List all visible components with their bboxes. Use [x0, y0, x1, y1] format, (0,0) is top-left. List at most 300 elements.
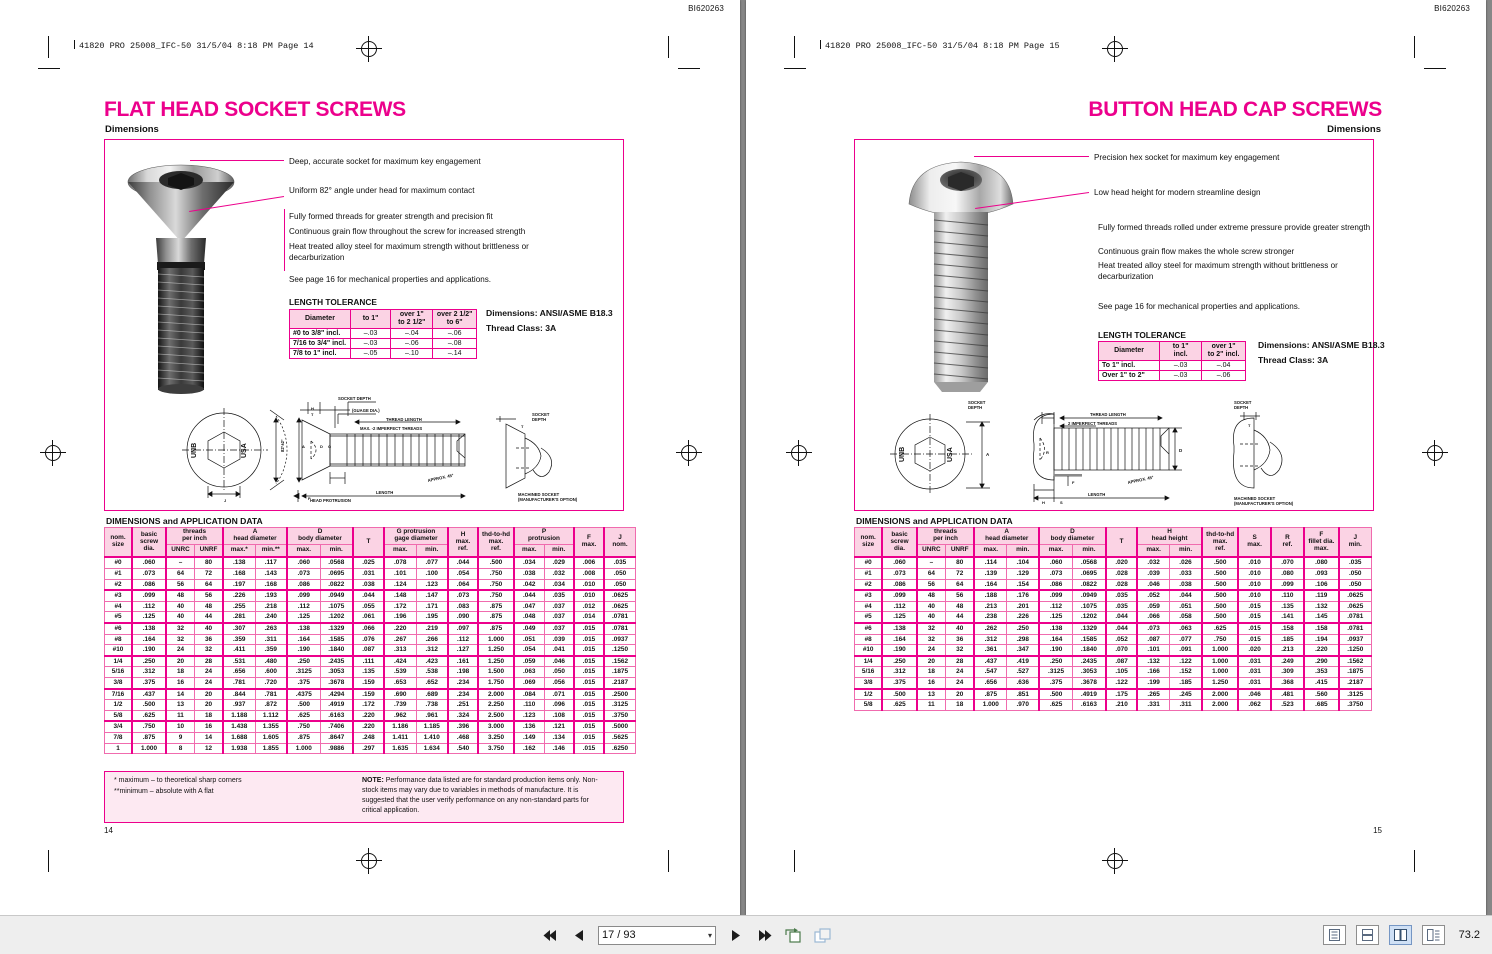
table-cell: .2435: [320, 656, 353, 667]
table-cell: .297: [353, 743, 384, 754]
table-cell: .851: [1007, 689, 1039, 700]
table-cell: .112: [132, 601, 166, 612]
svg-text:T: T: [521, 424, 524, 429]
lt-cell-r: –.06: [1202, 371, 1246, 381]
previous-page-button[interactable]: [569, 925, 589, 945]
table-group-header: threads per inch: [166, 528, 223, 545]
table-cell: 64: [917, 569, 946, 580]
table-header-group-row: [105, 528, 636, 545]
svg-text:H: H: [311, 406, 314, 411]
drawing-label-socket-depth-r2: DEPTH: [968, 405, 983, 410]
next-page-button[interactable]: [725, 925, 745, 945]
table-group-header: T: [1106, 528, 1137, 558]
table-cell: .0695: [1072, 569, 1105, 580]
table-cell: #3: [855, 590, 883, 601]
table-cell: .015: [574, 677, 604, 688]
table-cell: .195: [416, 612, 448, 623]
length-tolerance-table-left: [289, 309, 477, 359]
table-cell: .015: [574, 700, 604, 711]
table-cell: 1.411: [384, 732, 416, 743]
table-cell: #8: [105, 634, 133, 645]
table-row: [855, 677, 1372, 688]
table-cell: .0822: [1072, 579, 1105, 590]
svg-text:H: H: [1042, 500, 1045, 505]
table-cell: 1.688: [223, 732, 255, 743]
table-cell: 44: [195, 612, 224, 623]
table-cell: 80: [195, 557, 224, 568]
feature-text-2: Continuous grain flow throughout the screw for increased strength: [289, 227, 526, 236]
table-cell: .500: [132, 700, 166, 711]
table-cell: .080: [1271, 569, 1304, 580]
table-cell: .656: [223, 667, 255, 678]
table-row: [105, 579, 636, 590]
table-cell: 1.605: [255, 732, 287, 743]
table-cell: 2.000: [1202, 689, 1238, 700]
table-cell: .523: [1271, 700, 1304, 711]
table-cell: .1840: [1072, 645, 1105, 656]
table-cell: .250: [132, 656, 166, 667]
table-cell: .625: [1202, 623, 1238, 634]
footnote-line-1: * maximum – to theoretical sharp corners: [114, 777, 242, 784]
table-cell: .234: [448, 689, 478, 700]
table-cell: .0822: [320, 579, 353, 590]
table-cell: .6250: [604, 743, 636, 754]
table-cell: .060: [882, 557, 916, 568]
table-cell: .625: [287, 710, 320, 721]
drawing-label-length: LENGTH: [376, 490, 394, 495]
table-cell: 24: [195, 667, 224, 678]
table-cell: .190: [882, 645, 916, 656]
feature-text-5: Continuous grain flow makes the whole screw stronger: [1098, 247, 1295, 256]
table-cell: .063: [1170, 623, 1202, 634]
table-cell: .312: [974, 634, 1006, 645]
table-cell: .8647: [320, 732, 353, 743]
table-cell: .220: [1304, 645, 1338, 656]
table-cell: 28: [195, 656, 224, 667]
table-cell: 2.000: [478, 689, 514, 700]
table-cell: .076: [353, 634, 384, 645]
table-cell: .010: [1238, 579, 1270, 590]
table-cell: .0937: [604, 634, 636, 645]
continuous-view-button[interactable]: [1356, 925, 1379, 945]
table-cell: .015: [574, 667, 604, 678]
table-cell: .720: [255, 677, 287, 688]
doc-code-left: BI620263: [688, 4, 724, 13]
table-cell: .014: [574, 612, 604, 623]
table-group-header: thd-to-hd max. ref.: [478, 528, 514, 558]
doc-code-right: BI620263: [1434, 4, 1470, 13]
table-cell: 5/8: [105, 710, 133, 721]
table-cell: .0625: [1339, 590, 1372, 601]
table-cell: .086: [882, 579, 916, 590]
table-cell: .538: [416, 667, 448, 678]
table-cell: .123: [416, 579, 448, 590]
table-cell: .281: [223, 612, 255, 623]
table-cell: 40: [166, 601, 195, 612]
table-row: [855, 700, 1372, 711]
table-cell: .353: [1304, 667, 1338, 678]
lt-cell: –.03: [350, 329, 390, 339]
table-sub-header: min.: [1072, 544, 1105, 557]
table-cell: .099: [1039, 590, 1072, 601]
table-cell: .087: [1137, 634, 1169, 645]
table-cell: .152: [1170, 667, 1202, 678]
table-cell: .1329: [1072, 623, 1105, 634]
spec-dimensions-left: Dimensions: ANSI/ASME B18.3: [486, 308, 613, 318]
table-cell: .0781: [1339, 612, 1372, 623]
spec-dimensions-right: Dimensions: ANSI/ASME B18.3: [1258, 340, 1385, 350]
table-cell: .037: [544, 612, 574, 623]
table-cell: #10: [855, 645, 883, 656]
table-cell: .078: [384, 557, 416, 568]
drawing-label-machined-socket-r: MACHINED SOCKET: [1234, 496, 1276, 501]
table-cell: .119: [1304, 590, 1338, 601]
table-cell: .2435: [1072, 656, 1105, 667]
table-cell: .250: [287, 656, 320, 667]
table-cell: .307: [223, 623, 255, 634]
table-cell: .054: [514, 645, 544, 656]
table-row: [855, 601, 1372, 612]
table-cell: .026: [1170, 557, 1202, 568]
table-cell: .127: [448, 645, 478, 656]
table-cell: .039: [544, 634, 574, 645]
table-cell: .099: [1271, 579, 1304, 590]
table-cell: .110: [1271, 590, 1304, 601]
table-group-header: S max.: [1238, 528, 1270, 558]
table-cell: #5: [855, 612, 883, 623]
footnote-note-body: Performance data listed are for standard production items only. Non-stock items may vary due to variables in methods of manufacture. It is suggested that the user verify performance on any non-standard parts for critical application.: [362, 777, 598, 815]
table-cell: .125: [132, 612, 166, 623]
table-cell: .500: [1202, 557, 1238, 568]
table-cell: 1/2: [855, 689, 883, 700]
table-cell: .245: [1170, 689, 1202, 700]
drawing-label-guage-dia: (GUAGE DIA.): [352, 408, 380, 413]
table-cell: .875: [478, 623, 514, 634]
table-cell: #10: [105, 645, 133, 656]
table-cell: .875: [132, 732, 166, 743]
table-cell: .0625: [1339, 601, 1372, 612]
table-cell: .781: [255, 689, 287, 700]
table-cell: 9: [166, 732, 195, 743]
svg-text:P: P: [308, 496, 311, 501]
table-cell: 48: [166, 590, 195, 601]
table-cell: 3.750: [478, 743, 514, 754]
table-cell: .3125: [604, 700, 636, 711]
table-cell: .298: [1007, 634, 1039, 645]
drawing-label-usa-r: USA: [947, 447, 954, 462]
table-group-header: J nom.: [604, 528, 636, 558]
table-cell: .060: [287, 557, 320, 568]
table-cell: .937: [223, 700, 255, 711]
table-cell: .248: [353, 732, 384, 743]
table-cell: .099: [132, 590, 166, 601]
table-cell: 20: [946, 689, 975, 700]
table-cell: .154: [1007, 579, 1039, 590]
table-cell: .010: [1238, 557, 1270, 568]
table-cell: .104: [1007, 557, 1039, 568]
lt-cell: 7/8 to 1" incl.: [290, 349, 351, 359]
table-cell: .097: [448, 623, 478, 634]
table-cell: .347: [1007, 645, 1039, 656]
table-cell: 1.000: [974, 700, 1006, 711]
single-page-view-button[interactable]: [1323, 925, 1346, 945]
drawing-label-approx45-r: APPROX. 45°: [1127, 474, 1154, 485]
table-cell: .012: [574, 601, 604, 612]
table-cell: .962: [384, 710, 416, 721]
table-cell: 12: [195, 743, 224, 754]
lt-cell-r: –.03: [1160, 371, 1202, 381]
table-cell: .875: [287, 732, 320, 743]
table-cell: .5000: [604, 721, 636, 732]
table-cell: #0: [855, 557, 883, 568]
table-cell: .031: [353, 569, 384, 580]
lt-col-over1-r: over 1" to 2" incl.: [1202, 342, 1246, 361]
last-page-button[interactable]: [754, 925, 774, 945]
spec-block-right: [1258, 338, 1385, 367]
feature-text-4: Fully formed threads rolled under extreme pressure provide greater strength: [1098, 223, 1371, 232]
table-cell: .077: [416, 557, 448, 568]
footnote-note-label: NOTE:: [362, 777, 384, 784]
spec-thread-class-left: Thread Class: 3A: [486, 322, 557, 333]
table-cell: 40: [917, 601, 946, 612]
table-cell: .3678: [320, 677, 353, 688]
lt-cell: –.03: [350, 339, 390, 349]
table-cell: 1.750: [478, 677, 514, 688]
lt-cell: #0 to 3/8" incl.: [290, 329, 351, 339]
rotate-view-button[interactable]: [783, 925, 803, 945]
table-cell: .139: [974, 569, 1006, 580]
table-cell: .117: [255, 557, 287, 568]
table-cell: .031: [1238, 656, 1270, 667]
table-cell: .1585: [320, 634, 353, 645]
table-cell: .125: [1039, 612, 1072, 623]
table-cell: .029: [544, 557, 574, 568]
table-cell: .193: [255, 590, 287, 601]
drawing-label-82deg: 82°±2°: [280, 439, 285, 452]
table-cell: .164: [882, 634, 916, 645]
table-cell: .032: [1137, 557, 1169, 568]
table-cell: 40: [166, 612, 195, 623]
table-cell: .213: [974, 601, 1006, 612]
table-cell: .4294: [320, 689, 353, 700]
table-cell: 20: [195, 700, 224, 711]
table-cell: .141: [1271, 612, 1304, 623]
table-cell: .6163: [1072, 700, 1105, 711]
table-group-header: threads per inch: [917, 528, 975, 545]
table-cell: .112: [882, 601, 916, 612]
table-cell: .312: [882, 667, 916, 678]
table-cell: 56: [195, 590, 224, 601]
table-cell: .1202: [1072, 612, 1105, 623]
lt-cell: –.05: [350, 349, 390, 359]
table-cell: 10: [166, 721, 195, 732]
table-cell: .044: [1170, 590, 1202, 601]
table-cell: .468: [448, 732, 478, 743]
spec-block-left: [486, 306, 613, 335]
table-sub-header: max.: [1137, 544, 1169, 557]
table-group-header: nom. size: [855, 528, 883, 558]
table-cell: #1: [855, 569, 883, 580]
table-cell: .044: [353, 590, 384, 601]
svg-text:T: T: [311, 412, 314, 417]
drawing-label-head-protrusion: HEAD PROTRUSION: [310, 498, 351, 503]
table-cell: .047: [514, 601, 544, 612]
table-cell: .3053: [1072, 667, 1105, 678]
table-cell: 1.185: [416, 721, 448, 732]
table-cell: .124: [384, 579, 416, 590]
table-cell: .010: [574, 579, 604, 590]
page-number-left: 14: [104, 826, 113, 835]
document-page-left[interactable]: [0, 0, 740, 916]
table-row: [105, 667, 636, 678]
table-cell: .162: [514, 743, 544, 754]
lt-cell: 7/16 to 3/4" incl.: [290, 339, 351, 349]
table-cell: .099: [287, 590, 320, 601]
table-cell: .046: [1238, 689, 1270, 700]
lt-header-row-left: [290, 310, 477, 329]
table-cell: .396: [448, 721, 478, 732]
table-group-header: A head diameter: [974, 528, 1039, 545]
table-cell: .2187: [604, 677, 636, 688]
table-cell: 1.410: [416, 732, 448, 743]
table-cell: 2.500: [478, 710, 514, 721]
table-cell: .500: [1202, 590, 1238, 601]
lt-col-to1-r: to 1" incl.: [1160, 342, 1202, 361]
table-cell: .185: [1271, 634, 1304, 645]
table-cell: .171: [416, 601, 448, 612]
table-cell: .091: [1170, 645, 1202, 656]
table-cell: .226: [223, 590, 255, 601]
table-row: [855, 590, 1372, 601]
lt-col-over2half: over 2 1/2" to 6": [433, 310, 477, 329]
table-cell: 1.186: [384, 721, 416, 732]
table-cell: .194: [1304, 634, 1338, 645]
table-cell: .411: [223, 645, 255, 656]
table-cell: .312: [132, 667, 166, 678]
table-cell: .375: [1039, 677, 1072, 688]
table-cell: .1585: [1072, 634, 1105, 645]
facing-with-cover-view-button[interactable]: [1422, 925, 1445, 945]
table-cell: .064: [448, 579, 478, 590]
table-cell: .500: [478, 557, 514, 568]
table-cell: .015: [574, 634, 604, 645]
page-number-input[interactable]: [598, 926, 716, 945]
table-cell: 40: [946, 623, 975, 634]
drawing-label-socket-depth-2: SOCKET: [532, 412, 550, 417]
table-cell: 64: [166, 569, 195, 580]
table-cell: 1.188: [223, 710, 255, 721]
table-row: [105, 677, 636, 688]
table-cell: .054: [448, 569, 478, 580]
table-cell: 32: [166, 634, 195, 645]
table-header-group-row: [855, 528, 1372, 545]
drawing-label-socket-depth-r4: DEPTH: [1234, 405, 1249, 410]
lt-col-to1: to 1": [350, 310, 390, 329]
table-cell: .105: [1106, 667, 1137, 678]
lt-col-over1: over 1" to 2 1/2": [391, 310, 433, 329]
table-cell: .132: [1137, 656, 1169, 667]
table-cell: .134: [544, 732, 574, 743]
table-cell: 7/8: [105, 732, 133, 743]
table-row: [105, 612, 636, 623]
table-cell: .0625: [604, 601, 636, 612]
table-cell: .061: [353, 612, 384, 623]
facing-pages-view-button[interactable]: [1389, 925, 1412, 945]
table-cell: .158: [1271, 623, 1304, 634]
lt-header-row-right: [1099, 342, 1246, 361]
table-cell: .313: [384, 645, 416, 656]
table-cell: 8: [166, 743, 195, 754]
table-cell: 64: [195, 579, 224, 590]
layout-tool-button[interactable]: [812, 925, 832, 945]
table-cell: 1.000: [1202, 656, 1238, 667]
lt-cell: –.10: [391, 349, 433, 359]
see-page-text-left: See page 16 for mechanical properties and applications.: [289, 275, 492, 284]
first-page-button[interactable]: [540, 925, 560, 945]
table-cell: .419: [1007, 656, 1039, 667]
lt-cell: –.14: [433, 349, 477, 359]
table-cell: .062: [1238, 700, 1270, 711]
document-page-right[interactable]: [746, 0, 1486, 916]
length-tolerance-title-left: LENGTH TOLERANCE: [289, 297, 377, 307]
drawing-label-machined-socket: MACHINED SOCKET: [518, 492, 560, 497]
table-cell: .781: [223, 677, 255, 688]
drawing-label-length-r: LENGTH: [1088, 492, 1106, 497]
table-group-header: H max. ref.: [448, 528, 478, 558]
table-cell: .015: [574, 656, 604, 667]
table-cell: .042: [514, 579, 544, 590]
table-cell: .037: [544, 623, 574, 634]
table-cell: .059: [514, 656, 544, 667]
table-cell: .101: [1137, 645, 1169, 656]
table-cell: .149: [514, 732, 544, 743]
table-cell: .0781: [1339, 623, 1372, 634]
table-cell: .015: [574, 689, 604, 700]
table-cell: .750: [478, 569, 514, 580]
table-cell: .0949: [320, 590, 353, 601]
toolbar-navigation-group: [540, 925, 832, 945]
table-cell: .015: [574, 743, 604, 754]
svg-text:A: A: [302, 444, 305, 449]
table-group-header: nom. size: [105, 528, 133, 558]
page-title-left: FLAT HEAD SOCKET SCREWS: [104, 98, 406, 121]
table-cell: .255: [223, 601, 255, 612]
drawing-label-machined-socket-r2: (MANUFACTURER'S OPTION): [1234, 501, 1294, 506]
table-cell: .375: [882, 677, 916, 688]
flat-head-screw-photo: [126, 146, 236, 396]
svg-text:D: D: [1179, 448, 1183, 453]
table-cell: .500: [287, 700, 320, 711]
table-cell: .058: [1170, 612, 1202, 623]
table-cell: 80: [946, 557, 975, 568]
table-cell: .138: [132, 623, 166, 634]
table-row: [105, 557, 636, 568]
table-cell: 1/2: [105, 700, 133, 711]
callout-text-3: Precision hex socket for maximum key engagement: [1094, 153, 1280, 162]
engineering-drawing-left: [180, 386, 610, 506]
table-row: [105, 623, 636, 634]
table-cell: .050: [544, 667, 574, 678]
table-cell: .060: [1039, 557, 1072, 568]
table-cell: .112: [287, 601, 320, 612]
table-cell: .312: [416, 645, 448, 656]
table-cell: .4919: [1072, 689, 1105, 700]
table-cell: .101: [384, 569, 416, 580]
chevron-down-icon[interactable]: ▾: [707, 930, 712, 940]
table-cell: .251: [448, 700, 478, 711]
callout-text-2: Uniform 82° angle under head for maximum contact: [289, 186, 475, 195]
table-cell: 32: [195, 645, 224, 656]
